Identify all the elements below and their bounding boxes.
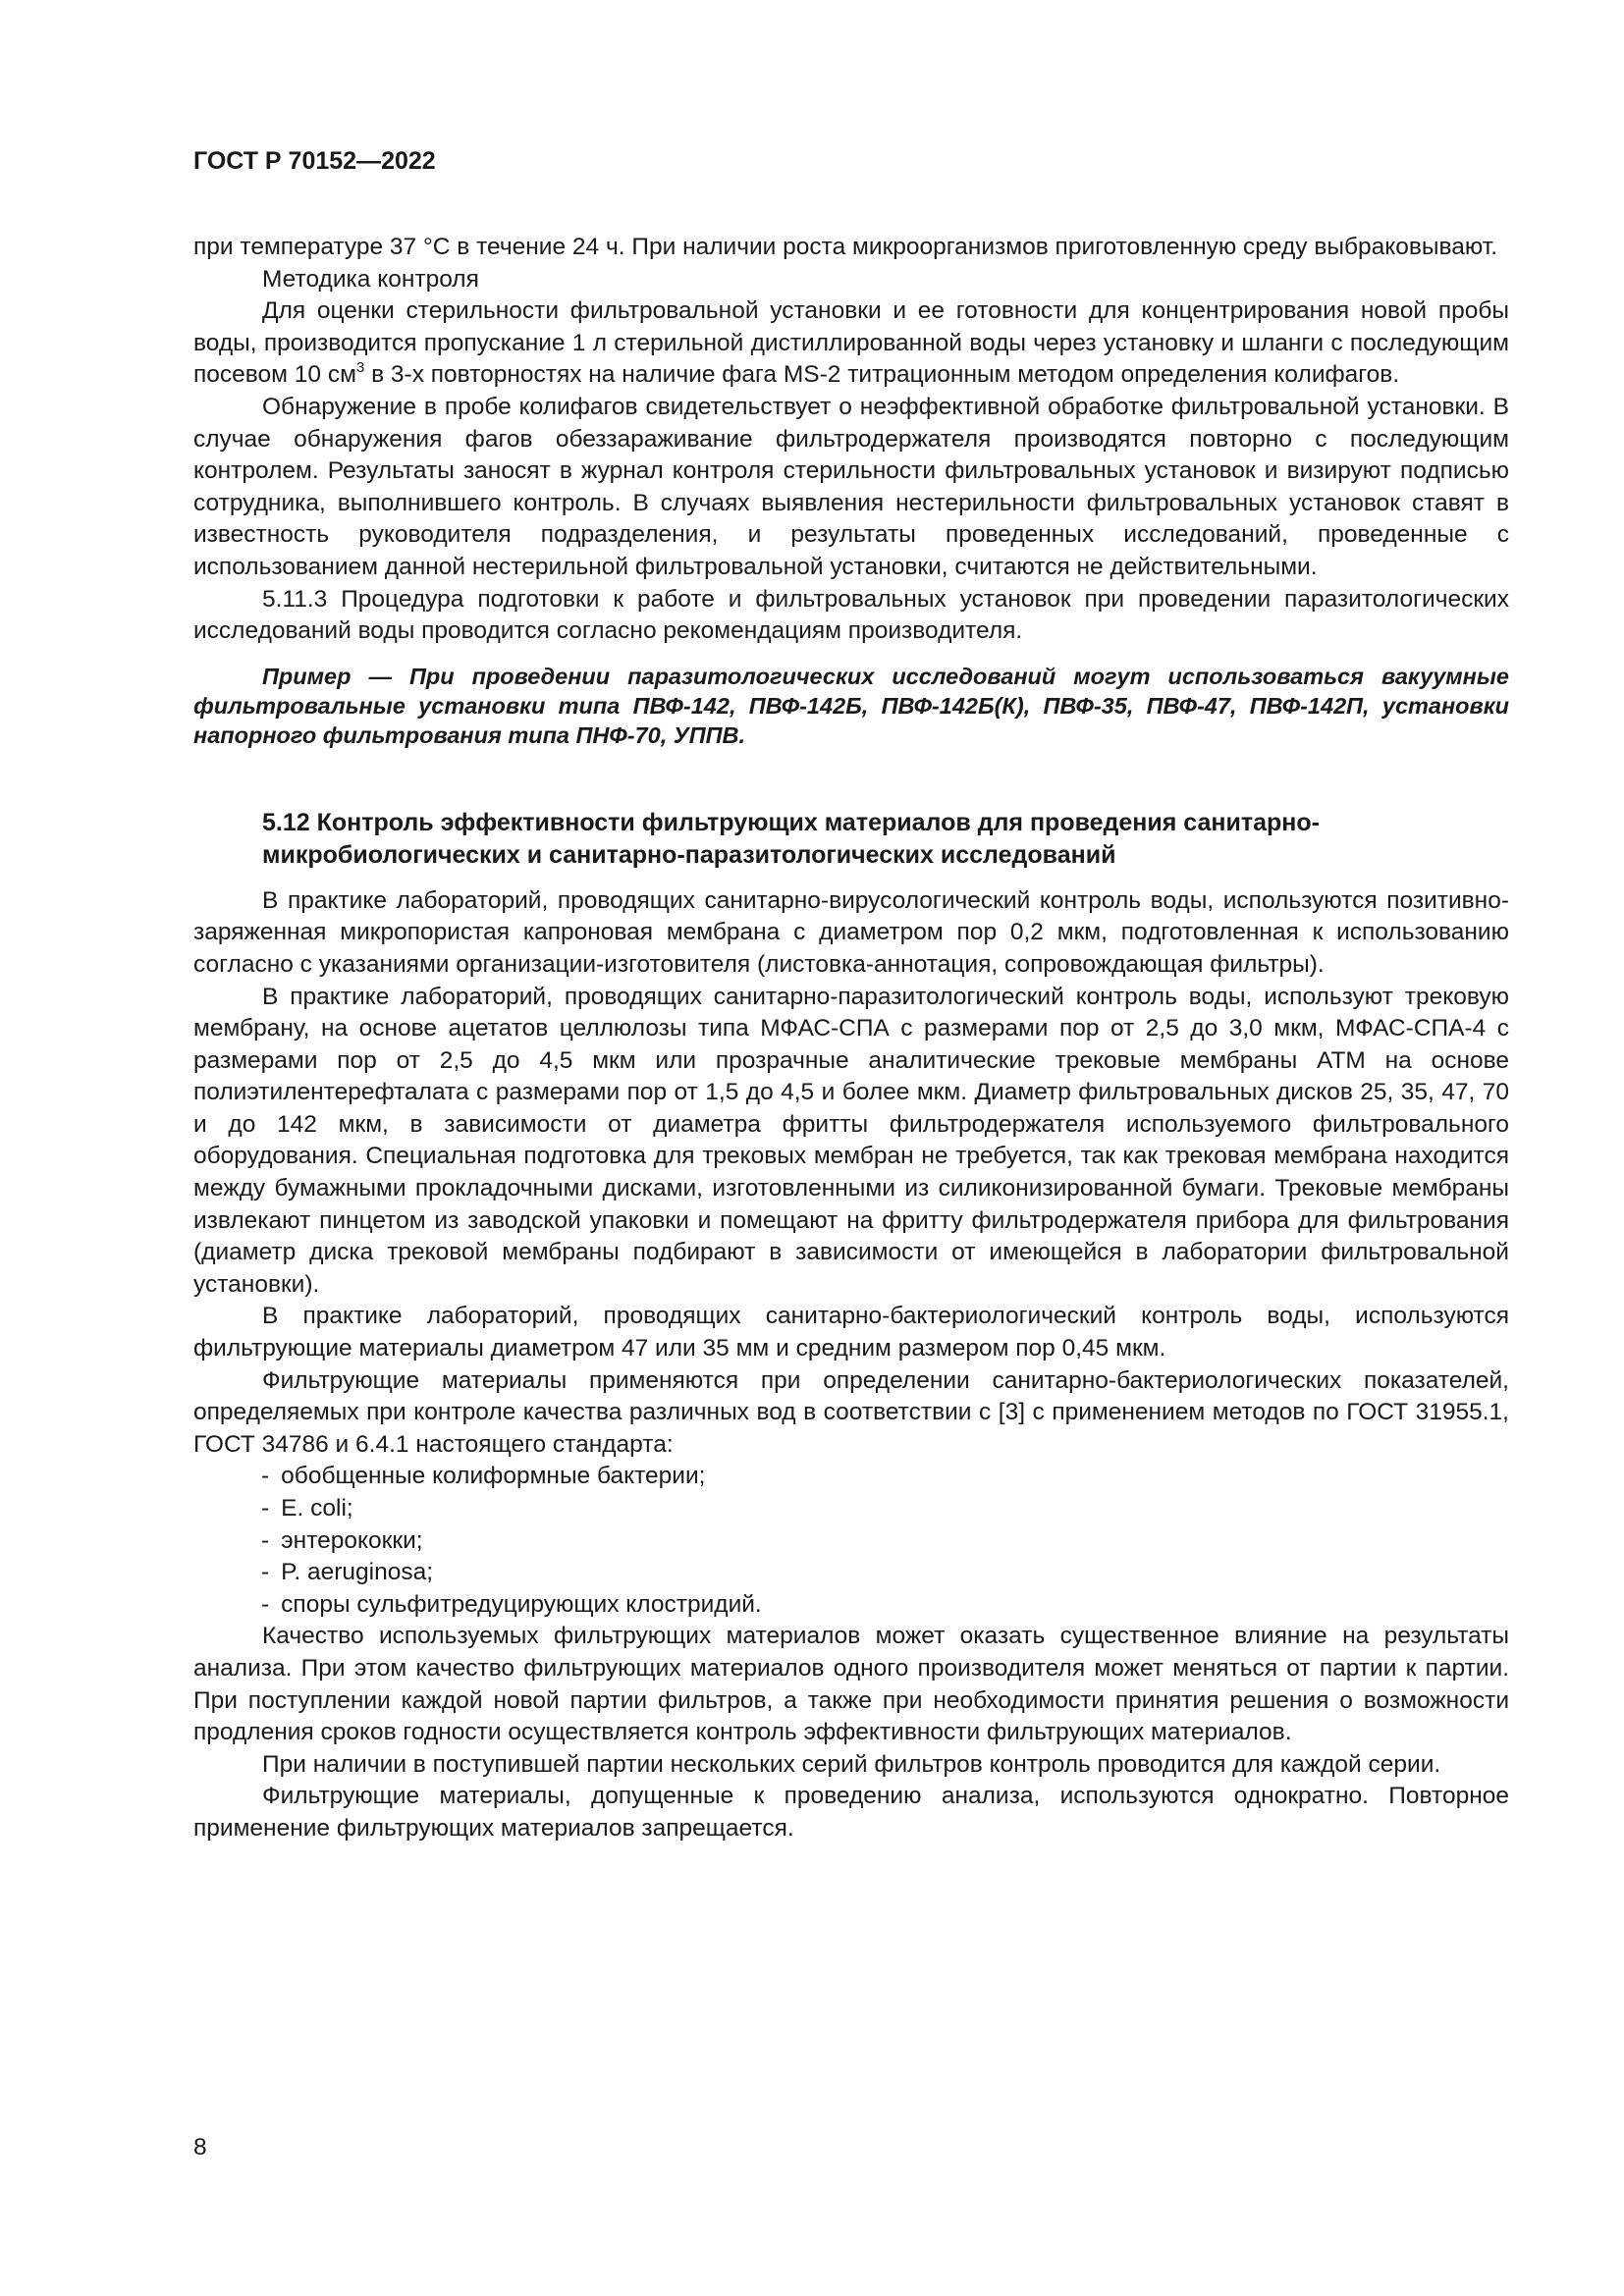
list-item xyxy=(261,1589,1509,1622)
paragraph-7: В практике лабораторий, проводящих санитарно-паразитологический контроль воды, используют трековую мембрану, на основе ацетатов целлюлозы типа МФАС-СПА с размерами пор от 2,5 до 3,0 мкм, МФАС-СПА-4 с размерами пор от 2,5 до 4,5 мкм или прозрачные аналитические трековые мембраны АТМ на основе полиэтилентерефталата с размерами пор от 1,5 до 4,5 и более мкм. Диаметр фильтровальных дисков 25, 35, 47, 70 и до 142 мкм, в зависимости от диаметра фритты фильтродержателя используемого фильтровального оборудования. Специальная подготовка для трековых мембран не требуется, так как трековая мембрана находится между бумажными прокладочными дисками, изготовленными из силиконизированной бумаги. Трековые мембраны извлекают пинцетом из заводской упаковки и помещают на фритту фильтродержателя прибора для фильтрования (диаметр диска трековой мембраны подбирают в зависимости от имеющейся в лаборатории фильтровальной установки). xyxy=(193,983,1509,1298)
section-title-line-2: микробиологических и санитарно-паразитологических исследований xyxy=(262,840,1116,869)
paragraph-3-text-a: Для оценки стерильности фильтровальной установки и ее готовности для концентрирования новой пробы воды, производится пропускание 1 л стерильной дистиллированной воды через установку и шланги с последующим посевом 10 см xyxy=(193,297,1509,389)
list-item xyxy=(261,1557,1509,1589)
list-dash: - xyxy=(261,1590,270,1618)
list-item-text: энтерококки; xyxy=(281,1526,423,1554)
list-item-text: E. coli; xyxy=(281,1495,353,1522)
paragraph-method-heading: Методика контроля xyxy=(262,265,479,293)
list-dash: - xyxy=(261,1559,270,1586)
example-note: Пример — При проведении паразитологических исследований могут использоваться вакуумные фильтровальные установки типа ПВФ-142, ПВФ-142Б, ПВФ-142Б(К), ПВФ-35, ПВФ-47, ПВФ-142П, установки напорного фильтрования типа ПНФ-70, УППВ. xyxy=(193,663,1509,748)
paragraph-9: Фильтрующие материалы применяются при определении санитарно-бактериологических показателей, определяемых при контроле качества различных вод в соответствии с [3] с применением методов по ГОСТ 31955.1, ГОСТ 34786 и 6.4.1 настоящего стандарта: xyxy=(193,1366,1509,1458)
paragraph-3 xyxy=(193,295,1509,392)
list-item xyxy=(261,1525,1509,1558)
section-title-line-1: 5.12 Контроль эффективности фильтрующих материалов для проведения санитарно- xyxy=(262,808,1321,836)
section-title-5-12 xyxy=(262,807,1509,872)
superscript-3: 3 xyxy=(355,359,365,377)
paragraph-3-text-b: в 3-х повторностях на наличие фага MS-2 титрационным методом определения колифагов. xyxy=(364,361,1400,389)
list-dash: - xyxy=(261,1495,270,1522)
list-item-text: P. aeruginosa; xyxy=(281,1559,434,1586)
paragraph-4: Обнаружение в пробе колифагов свидетельствует о неэффективной обработке фильтровальной установки. В случае обнаружения фагов обеззараживание фильтродержателя производятся повторно с последующим контролем. Результаты заносят в журнал контроля стерильности фильтровальных установок и визируют подписью сотрудника, выполнившего контроль. В случаях выявления нестерильности фильтровальных установок ставят в известность руководителя подразделения, и результаты проведенных исследований, проведенные с использованием данной нестерильной фильтровальной установки, считаются не действительными. xyxy=(193,393,1509,580)
document-header-title: ГОСТ Р 70152—2022 xyxy=(193,147,436,175)
document-page xyxy=(193,145,1509,1845)
page-number: 8 xyxy=(193,2134,207,2161)
list-dash: - xyxy=(261,1463,270,1490)
paragraph-11: При наличии в поступившей партии нескольких серий фильтров контроль проводится для каждой серии. xyxy=(262,1750,1441,1778)
list-item xyxy=(261,1461,1509,1493)
list-item-text: споры сульфитредуцирующих клостридий. xyxy=(281,1590,762,1618)
paragraph-12: Фильтрующие материалы, допущенные к проведению анализа, используются однократно. Повторное применение фильтрующих материалов запрещается. xyxy=(193,1783,1509,1842)
indicator-list xyxy=(193,1461,1509,1621)
paragraph-1: при температуре 37 °С в течение 24 ч. При наличии роста микроорганизмов приготовленную среду выбраковывают. xyxy=(193,234,1498,260)
paragraph-6: В практике лабораторий, проводящих санитарно-вирусологический контроль воды, используются позитивно-заряженная микропористая капроновая мембрана с диаметром пор 0,2 мкм, подготовленная к использованию согласно с указаниями организации-изготовителя (листовка-аннотация, сопровождающая фильтры). xyxy=(193,886,1509,978)
paragraph-8: В практике лабораторий, проводящих санитарно-бактериологический контроль воды, используются фильтрующие материалы диаметром 47 или 35 мм и средним размером пор 0,45 мкм. xyxy=(193,1303,1509,1362)
list-item-text: обобщенные колиформные бактерии; xyxy=(281,1463,706,1490)
paragraph-10: Качество используемых фильтрующих материалов может оказать существенное влияние на результаты анализа. При этом качество фильтрующих материалов одного производителя может меняться от партии к партии. При поступлении каждой новой партии фильтров, а также при необходимости принятия решения о возможности продления сроков годности осуществляется контроль эффективности фильтрующих материалов. xyxy=(193,1623,1509,1746)
list-item xyxy=(261,1493,1509,1525)
list-dash: - xyxy=(261,1526,270,1554)
paragraph-5-11-3: 5.11.3 Процедура подготовки к работе и фильтровальных установок при проведении паразитологических исследований воды проводится согласно рекомендациям производителя. xyxy=(193,585,1509,645)
